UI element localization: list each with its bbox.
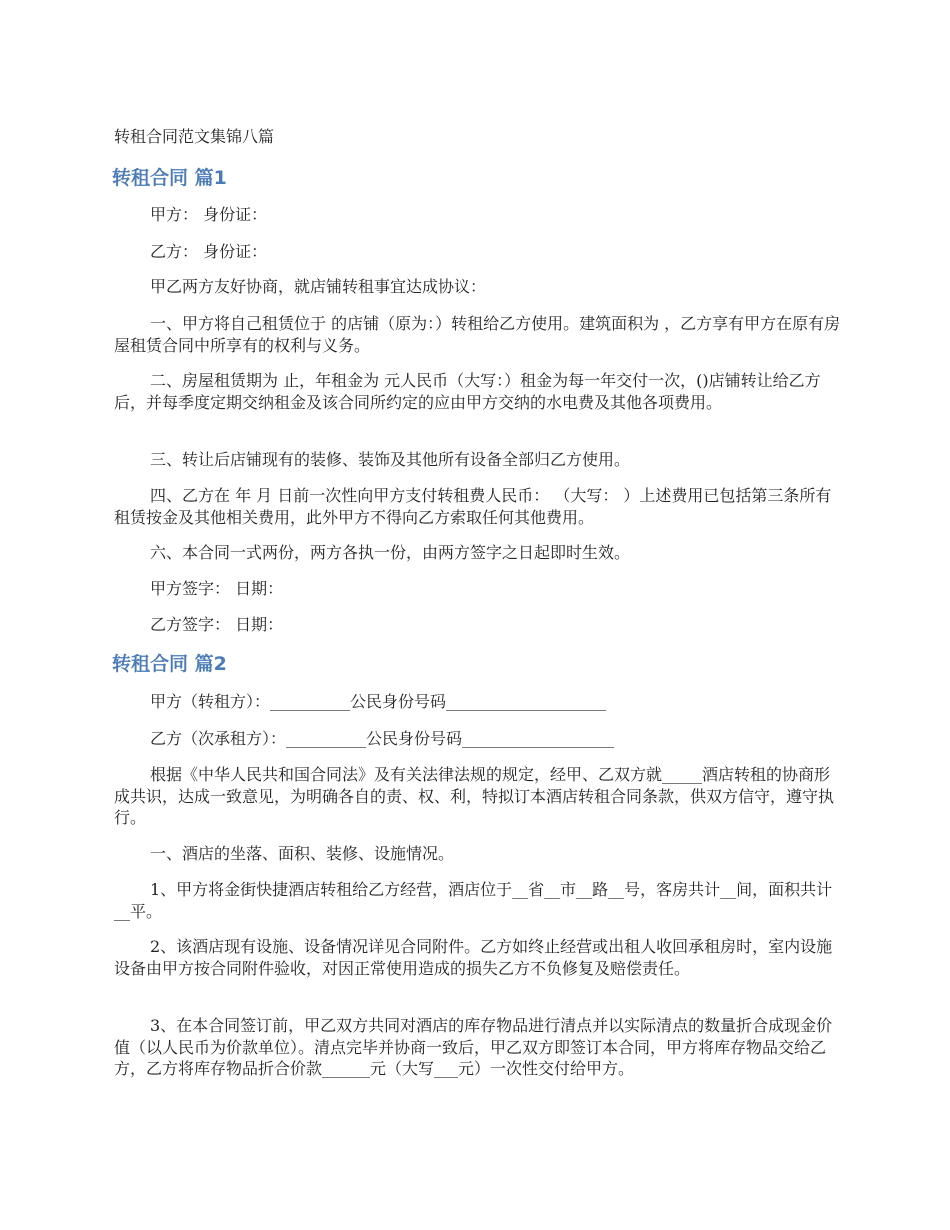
signature-line-b: 乙方签字： 日期： xyxy=(150,615,284,634)
document-title: 转租合同范文集锦八篇 xyxy=(114,127,275,146)
paragraph: 3、在本合同签订前，甲乙双方共同对酒店的库存物品进行清点并以实际清点的数量折合成现金价值（以人民币为价款单位）。清点完毕并协商一致后，甲乙双方即签订本合同，甲方将库存物品交给乙方，乙方将库存物品折合价款______元（大写___元）一次性交付给甲方。 xyxy=(114,1016,833,1078)
signature-line-a: 甲方签字： 日期： xyxy=(150,579,284,598)
section-heading-2: 转租合同 篇2 xyxy=(112,653,227,675)
paragraph: 甲方： 身份证： xyxy=(150,205,268,224)
paragraph: 四、乙方在 年 月 日前一次性向甲方支付转租费人民币： （大写： ）上述费用已包括第三条所有租赁按金及其他相关费用，此外甲方不得向乙方索取任何其他费用。 xyxy=(114,486,832,527)
paragraph: 甲乙两方友好协商，就店铺转租事宜达成协议： xyxy=(150,277,487,296)
paragraph: 三、转让后店铺现有的装修、装饰及其他所有设备全部归乙方使用。 xyxy=(150,450,631,469)
paragraph: 二、房屋租赁期为 止，年租金为 元人民币（大写：）租金为每一年交付一次，()店铺转让给乙方后，并每季度定期交纳租金及该合同所约定的应由甲方交纳的水电费及其他各项费用。 xyxy=(114,371,821,412)
party-a-line: 甲方（转租方）：__________公民身份号码____________________ xyxy=(150,692,607,711)
paragraph: 一、酒店的坐落、面积、装修、设施情况。 xyxy=(150,844,455,863)
paragraph: 2、该酒店现有设施、设备情况详见合同附件。乙方如终止经营或出租人收回承租房时，室内设施设备由甲方按合同附件验收，对因正常使用造成的损失乙方不负修复及赔偿责任。 xyxy=(114,937,833,978)
paragraph: 一、甲方将自己租赁位于 的店铺（原为：）转租给乙方使用。建筑面积为 ，乙方享有甲方在原有房屋租赁合同中所享有的权利与义务。 xyxy=(114,314,841,355)
paragraph: 根据《中华人民共和国合同法》及有关法律法规的规定，经甲、乙双方就_____酒店转租的协商形成共识，达成一致意见，为明确各自的责、权、利，特拟订本酒店转租合同条款，供双方信守，遵守执行。 xyxy=(114,765,835,827)
party-b-line: 乙方（次承租方）：__________公民身份号码___________________ xyxy=(150,729,615,748)
section-heading-1: 转租合同 篇1 xyxy=(112,167,227,189)
paragraph: 乙方： 身份证： xyxy=(150,242,268,261)
paragraph: 1、甲方将金街快捷酒店转租给乙方经营，酒店位于__省__市__路__号，客房共计__间，面积共计__平。 xyxy=(114,880,833,921)
paragraph: 六、本合同一式两份，两方各执一份，由两方签字之日起即时生效。 xyxy=(150,543,631,562)
